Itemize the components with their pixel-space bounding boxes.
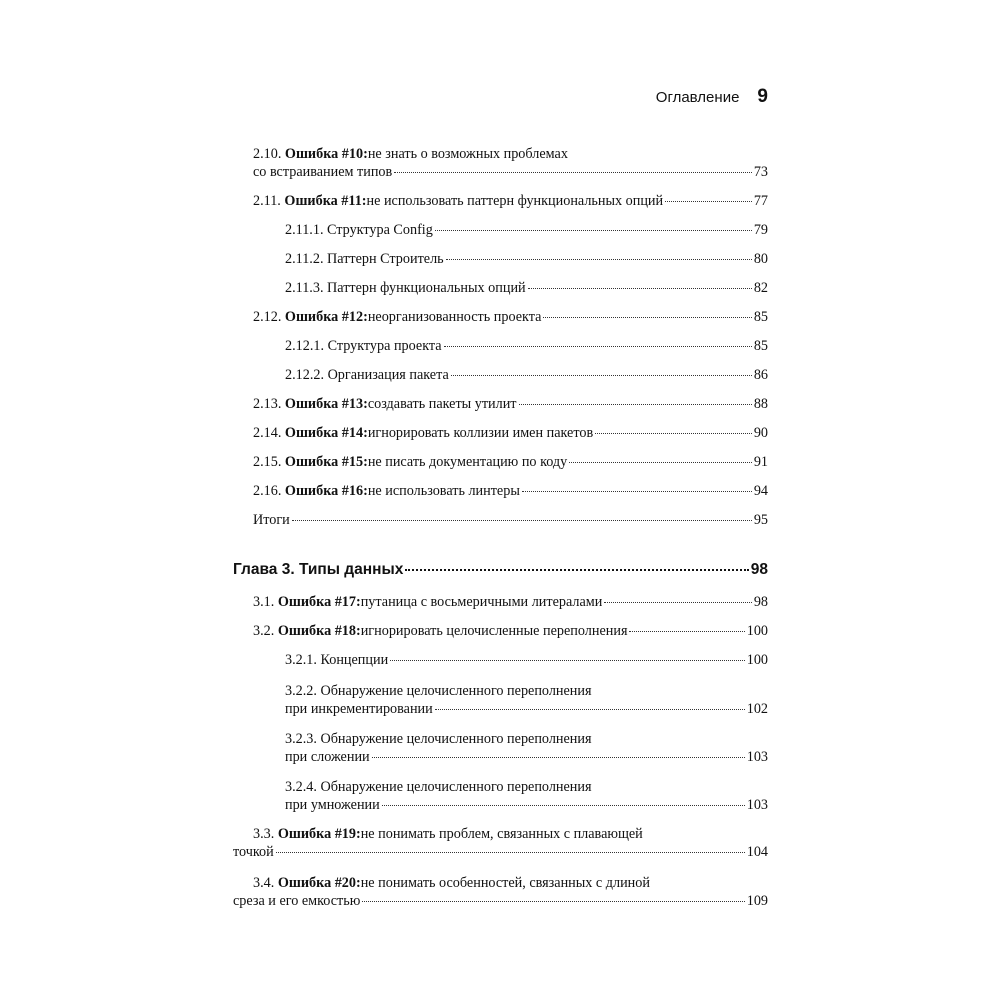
dot-leader — [629, 631, 744, 632]
page-number: 9 — [757, 86, 768, 107]
toc-entry-2-10[interactable] — [233, 145, 768, 181]
toc-entry-mistake: Ошибка #12: — [284, 309, 368, 325]
toc-entry-title: неорганизованность проекта — [367, 309, 542, 325]
toc-entry-2-16[interactable] — [233, 482, 768, 500]
dot-leader — [604, 602, 751, 603]
toc-entry-3-2-2[interactable] — [233, 682, 768, 718]
dot-leader — [405, 569, 748, 571]
dot-leader — [446, 259, 752, 260]
toc-entry-page: 104 — [746, 844, 768, 860]
toc-entry-3-2-1[interactable] — [233, 651, 768, 669]
toc-entry-3-2[interactable] — [233, 622, 768, 640]
toc-entry-page: 91 — [753, 454, 768, 470]
dot-leader — [522, 491, 752, 492]
toc-entry-page: 79 — [753, 222, 768, 238]
toc-entry-title-cont: при умножении — [285, 797, 380, 813]
toc-entry-page: 100 — [746, 623, 768, 639]
toc-entry-2-11-1[interactable] — [233, 221, 768, 239]
toc-entry-title: 2.12.1. Структура проекта — [285, 338, 442, 354]
toc-entry-title: 2.11.3. Паттерн функциональных опций — [285, 280, 526, 296]
toc-entry-number: 2.16. — [253, 483, 282, 499]
toc-entry-page: 88 — [753, 396, 768, 412]
toc-entry-page: 77 — [753, 193, 768, 209]
toc-entry-mistake: Ошибка #16: — [284, 483, 368, 499]
toc-entry-mistake: Ошибка #11: — [284, 193, 367, 209]
toc-entry-2-11[interactable] — [233, 192, 768, 210]
toc-entry-title: 2.11.1. Структура Config — [285, 222, 433, 238]
toc-entry-page: 85 — [753, 338, 768, 354]
dot-leader — [435, 230, 752, 231]
toc-entry-page: 82 — [753, 280, 768, 296]
toc-entry-title: не использовать линтеры — [367, 483, 520, 499]
toc-entry-number: 2.11. — [253, 193, 281, 209]
dot-leader — [394, 172, 752, 173]
toc-entry-2-14[interactable] — [233, 424, 768, 442]
toc-entry-number: 3.3. — [253, 826, 275, 842]
dot-leader — [519, 404, 752, 405]
toc-entry-mistake: Ошибка #14: — [284, 425, 368, 441]
toc-entry-mistake: Ошибка #17: — [277, 594, 361, 610]
toc-entry-page: 102 — [746, 701, 768, 717]
toc-entry-mistake: Ошибка #10: — [284, 146, 368, 162]
dot-leader — [390, 660, 745, 661]
toc-entry-page: 109 — [746, 893, 768, 909]
toc-entry-title-cont: при сложении — [285, 749, 370, 765]
dot-leader — [595, 433, 752, 434]
toc-entry-3-2-3[interactable] — [233, 730, 768, 766]
toc-entry-number: 3.2. — [253, 623, 275, 639]
dot-leader — [528, 288, 752, 289]
toc-entry-3-3[interactable] — [233, 825, 768, 861]
toc-entry-title: создавать пакеты утилит — [367, 396, 517, 412]
toc-entry-mistake: Ошибка #15: — [284, 454, 368, 470]
toc-entry-2-15[interactable] — [233, 453, 768, 471]
dot-leader — [569, 462, 752, 463]
toc-entry-title: не писать документацию по коду — [367, 454, 568, 470]
dot-leader — [276, 852, 745, 853]
running-header — [560, 86, 768, 108]
toc-entry-title: Итоги — [253, 512, 290, 528]
toc-entry-3-4[interactable] — [233, 874, 768, 910]
toc-entry-mistake: Ошибка #13: — [284, 396, 368, 412]
toc-entry-title: 3.2.4. Обнаружение целочисленного переполнения — [285, 779, 592, 795]
toc-entry-page: 103 — [746, 749, 768, 765]
toc-entry-title-cont: среза и его емкостью — [233, 893, 361, 909]
toc-entry-number: 2.14. — [253, 425, 282, 441]
toc-entry-title-cont: со встраиванием типов — [253, 164, 393, 180]
dot-leader — [292, 520, 752, 521]
dot-leader — [382, 805, 745, 806]
toc-entry-2-11-2[interactable] — [233, 250, 768, 268]
toc-entry-title: игнорировать коллизии имен пакетов — [367, 425, 594, 441]
toc-entry-page: 95 — [753, 512, 768, 528]
toc-entry-number: 2.10. — [253, 146, 282, 162]
dot-leader — [451, 375, 752, 376]
toc-entry-2-11-3[interactable] — [233, 279, 768, 297]
chapter-title: Глава 3. Типы данных — [233, 561, 404, 578]
toc-entry-title: не использовать паттерн функциональных опций — [366, 193, 664, 209]
toc-entry-title: 2.11.2. Паттерн Строитель — [285, 251, 444, 267]
toc-entry-summary[interactable] — [233, 511, 768, 529]
toc-entry-2-12-1[interactable] — [233, 337, 768, 355]
toc-entry-page: 86 — [753, 367, 768, 383]
running-header-title: Оглавление — [655, 89, 740, 106]
toc-entry-number: 3.4. — [253, 875, 275, 891]
toc-entry-2-12[interactable] — [233, 308, 768, 326]
toc-entry-page: 98 — [750, 561, 768, 578]
toc-entry-number: 2.15. — [253, 454, 282, 470]
toc-entry-title: игнорировать целочисленные переполнения — [360, 623, 628, 639]
toc-entry-page: 80 — [753, 251, 768, 267]
toc-entry-title: не понимать особенностей, связанных с длиной — [360, 875, 650, 891]
toc-entry-number: 2.13. — [253, 396, 282, 412]
toc-entry-page: 98 — [753, 594, 768, 610]
dot-leader — [435, 709, 745, 710]
toc-entry-page: 103 — [746, 797, 768, 813]
toc-entry-page: 90 — [753, 425, 768, 441]
toc-entry-title: не понимать проблем, связанных с плавающей — [360, 826, 643, 842]
toc-entry-number: 3.1. — [253, 594, 275, 610]
toc-entry-title: 3.2.2. Обнаружение целочисленного переполнения — [285, 683, 592, 699]
toc-entry-number: 2.12. — [253, 309, 282, 325]
toc-entry-mistake: Ошибка #18: — [277, 623, 361, 639]
dot-leader — [372, 757, 745, 758]
toc-entry-mistake: Ошибка #19: — [277, 826, 361, 842]
toc-entry-title-cont: точкой — [233, 844, 274, 860]
toc-chapter-3[interactable] — [233, 561, 768, 579]
toc-entry-title: путаница с восьмеричными литералами — [360, 594, 603, 610]
toc-entry-page: 100 — [746, 652, 768, 668]
dot-leader — [444, 346, 752, 347]
toc-entry-3-2-4[interactable] — [233, 778, 768, 814]
toc-entry-title: не знать о возможных проблемах — [367, 146, 568, 162]
toc-entry-2-13[interactable] — [233, 395, 768, 413]
dot-leader — [362, 901, 744, 902]
toc-entry-2-12-2[interactable] — [233, 366, 768, 384]
dot-leader — [665, 201, 752, 202]
toc-entry-title-cont: при инкрементировании — [285, 701, 433, 717]
toc-entry-page: 73 — [753, 164, 768, 180]
dot-leader — [543, 317, 751, 318]
toc-entry-mistake: Ошибка #20: — [277, 875, 361, 891]
toc-entry-title: 2.12.2. Организация пакета — [285, 367, 449, 383]
toc-entry-title: 3.2.1. Концепции — [285, 652, 389, 668]
toc-entry-3-1[interactable] — [233, 593, 768, 611]
toc-entry-page: 94 — [753, 483, 768, 499]
toc-entry-page: 85 — [753, 309, 768, 325]
toc-entry-title: 3.2.3. Обнаружение целочисленного переполнения — [285, 731, 592, 747]
